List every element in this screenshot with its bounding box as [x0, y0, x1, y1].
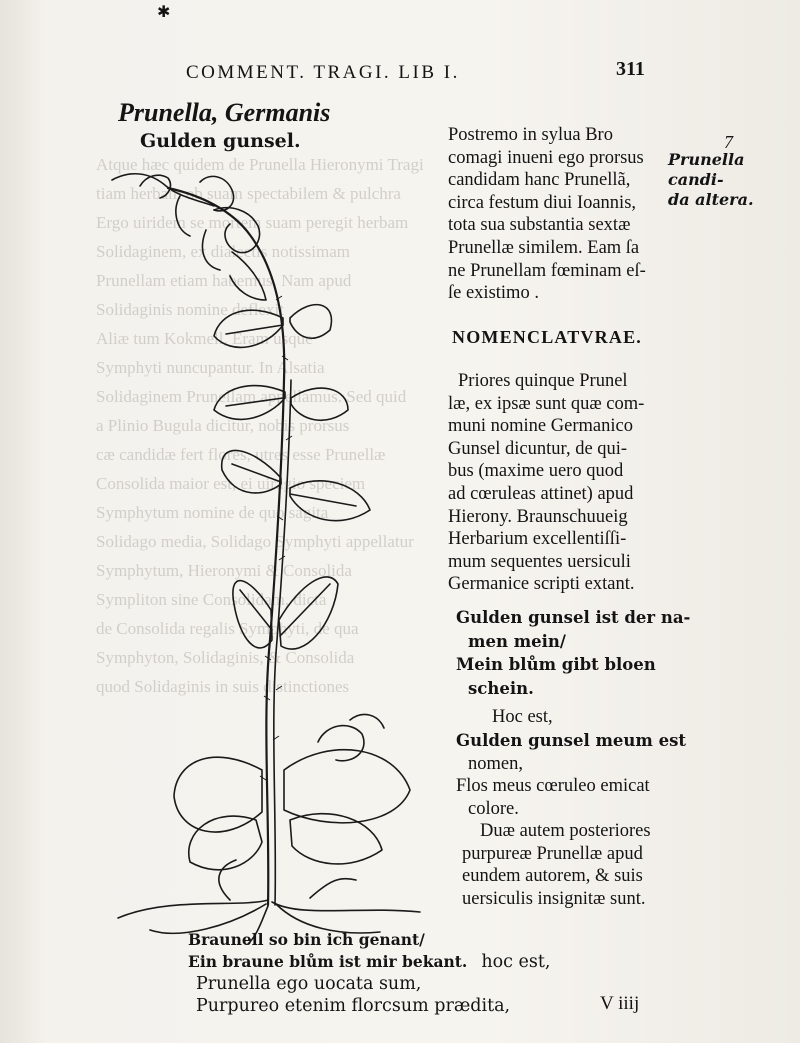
text-line: comagi inueni ego prorsus — [448, 147, 644, 168]
verse-line: Gulden gunsel meum est — [456, 731, 687, 750]
section-heading: NOMENCLATVRAE. — [452, 327, 642, 347]
folio-number: 311 — [616, 58, 645, 80]
text-line: ad cœruleas attinet) apud — [448, 483, 634, 504]
verse-line: colore. — [468, 798, 519, 819]
text-line: uersiculis insignitæ sunt. — [462, 888, 646, 909]
text-line: ne Prunellam fœminam eſ- — [448, 260, 646, 281]
text-line: ſe existimo . — [448, 283, 539, 304]
text-line: tota sua substantia sextæ — [448, 215, 631, 236]
text-line: Priores quinque Prunel — [458, 371, 628, 391]
margin-number: 7 — [724, 132, 733, 152]
text-line: Prunellæ similem. Eam ſa — [448, 237, 640, 258]
bottom-verse — [188, 929, 551, 1017]
text-line: mum sequentes uersiculi — [448, 551, 631, 572]
text-line: Hierony. Braunschuueig — [448, 506, 628, 527]
text-line: purpureæ Prunellæ apud — [462, 843, 643, 864]
text-line: Gunsel dicuntur, de qui- — [448, 438, 628, 459]
verse-line: Ein braune blům ist mir bekant. hoc est, — [188, 952, 551, 972]
verse-line: Purpureo etenim florcsum prædita, — [196, 996, 511, 1016]
bleed-through-text: Atque hæc quidem de Prunella Hieronymi Tragi tiam herbam ob suam spectabilem & pulchra Ergo uiridem se mortem suam peregit herbam Solidaginem, ex dialectis notissimam Prunellam etiam habemus. Nam apud Solidaginis nomine deflexit Aliæ tum Kokmell, Eram usque Symphyti nuncupantur. In Alsatia Solidaginem Prunellam appellamus. Sed quid a Plinio Bugula dicitur, nobis prorsus cæ candidæ fert flores, utres esse Prunellæ Consolida maior est, ei uiragio speciem Symphytum nomine de quo sagita Solidago media, Solidago Symphyti appellatur Symphytum, Hieronymi & Consolida Sympliton sine Consolidam, dicta de Consolida regalis Symphyti, de qua Symphyton, Solidaginis, & Consolida quod Solidaginis in suis distinctiones — [96, 155, 424, 696]
verse-line: Flos meus cœruleo emicat — [456, 776, 650, 797]
text-line: candidam hanc Prunellã, — [448, 170, 631, 191]
verse-line: men mein/ — [468, 631, 566, 651]
text-line: Postremo in sylua Bro — [448, 125, 613, 145]
hoc-est-label: Hoc est, — [492, 707, 553, 727]
verse-line: Braunell so bin ich genant/ — [188, 930, 425, 949]
text-line: læ, ex ipsæ sunt quæ com- — [448, 393, 645, 414]
text-line: eundem autorem, & suis — [462, 866, 643, 887]
verse-line: nomen, — [468, 753, 523, 774]
verse-line: Mein blům gibt bloen — [456, 655, 656, 674]
text-line: muni nomine Germanico — [448, 416, 633, 437]
verse-line: schein. — [468, 678, 534, 698]
verse-line: Prunella ego uocata sum, — [196, 974, 422, 994]
text-line: Herbarium excellentiſſi- — [448, 529, 627, 550]
text-line: Duæ autem posteriores — [480, 821, 651, 841]
text-line: bus (maxime uero quod — [448, 461, 624, 482]
signature-mark: V iiij — [600, 993, 640, 1014]
margin-note: Prunella candi- da altera. — [668, 150, 754, 209]
text-line: circa festum diui Ioannis, — [448, 192, 637, 213]
plant-title: Prunella, Germanis — [118, 98, 331, 127]
text-line: Germanice scripti extant. — [448, 574, 635, 595]
running-head: COMMENT. TRAGI. LIB I. — [186, 62, 460, 83]
ink-speck: ✱ — [157, 4, 171, 21]
verse-line: Gulden gunsel ist der na- — [456, 608, 691, 627]
plant-subtitle: Gulden gunsel. — [140, 130, 301, 152]
